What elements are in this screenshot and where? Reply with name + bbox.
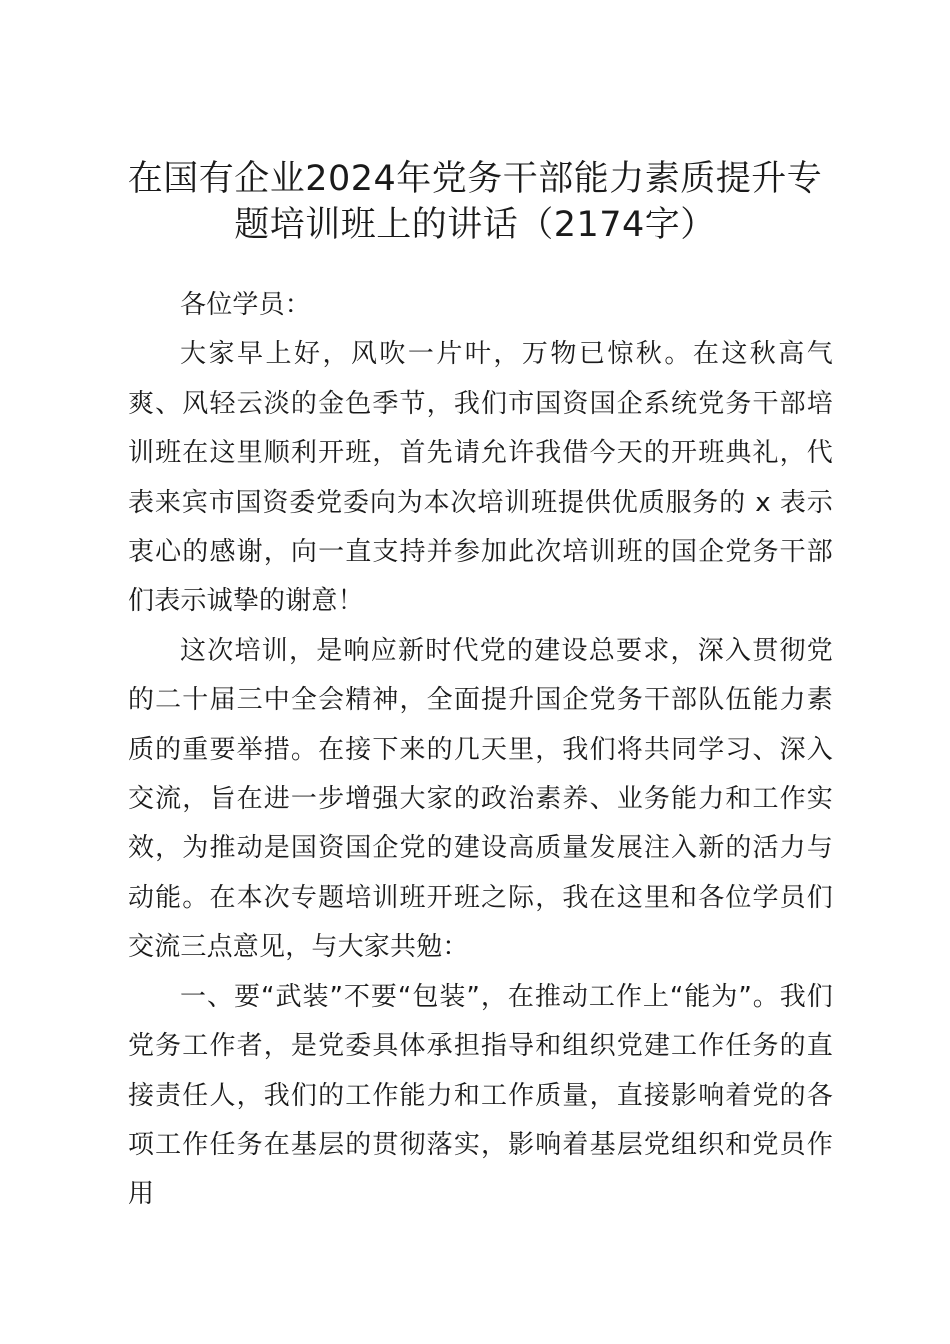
document-body: [128, 281, 833, 1220]
document-title: 在国有企业2024年党务干部能力素质提升专题培训班上的讲话（2174字）: [127, 159, 823, 245]
salutation-paragraph: 各位学员：: [180, 290, 312, 320]
purpose-paragraph: 这次培训，是响应新时代党的建设总要求，深入贯彻党的二十届三中全会精神，全面提升国企党务干部队伍能力素质的重要举措。在接下来的几天里，我们将共同学习、深入交流，旨在进一步增强大家的政治素养、业务能力和工作实效，为推动是国资国企党的建设高质量发展注入新的活力与动能。在本次专题培训班开班之际，我在这里和各位学员们交流三点意见，与大家共勉：: [128, 635, 833, 963]
opening-paragraph: 大家早上好，风吹一片叶，万物已惊秋。在这秋高气爽、风轻云淡的金色季节，我们市国资国企系统党务干部培训班在这里顺利开班，首先请允许我借今天的开班典礼，代表来宾市国资委党委向为本次培训班提供优质服务的 x 表示衷心的感谢，向一直支持并参加此次培训班的国企党务干部们表示诚挚的谢意！: [128, 339, 833, 617]
point-one-paragraph: 一、要“武装”不要“包装”，在推动工作上“能为”。我们党务工作者，是党委具体承担指导和组织党建工作任务的直接责任人，我们的工作能力和工作质量，直接影响着党的各项工作任务在基层的贯彻落实，影响着基层党组织和党员作用: [128, 981, 833, 1210]
